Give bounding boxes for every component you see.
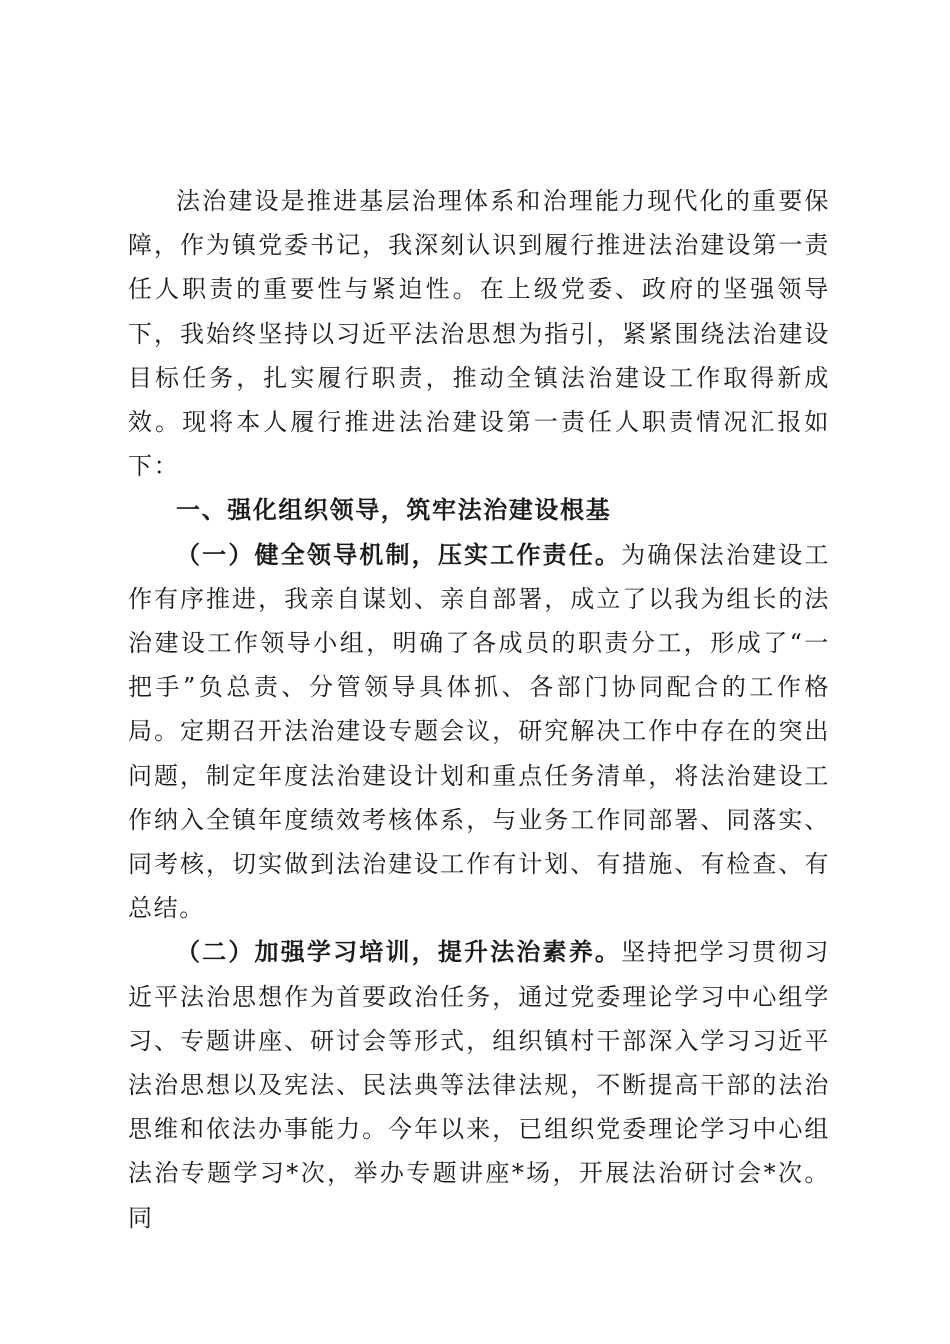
subsection-1-paragraph <box>128 533 830 931</box>
subsection-2-lead: （二）加强学习培训，提升法治素养。 <box>176 937 622 967</box>
subsection-2-paragraph <box>128 930 830 1239</box>
subsection-1-text: 为确保法治建设工作有序推进，我亲自谋划、亲自部署，成立了以我为组长的法治建设工作领导小组，明确了各成员的职责分工，形成了“一把手”负总责、分管领导具体抓、各部门协同配合的工作格局。定期召开法治建设专题会议，研究解决工作中存在的突出问题，制定年度法治建设计划和重点任务清单，将法治建设工作纳入全镇年度绩效考核体系，与业务工作同部署、同落实、同考核，切实做到法治建设工作有计划、有措施、有检查、有总结。 <box>128 540 830 923</box>
intro-paragraph <box>128 179 830 488</box>
subsection-2-text: 坚持把学习贯彻习近平法治思想作为首要政治任务，通过党委理论学习中心组学习、专题讲座、研讨会等形式，组织镇村干部深入学习习近平法治思想以及宪法、民法典等法律法规，不断提高干部的法治思维和依法办事能力。今年以来，已组织党委理论学习中心组法治专题学习*次，举办专题讲座*场，开展法治研讨会*次。同 <box>128 938 830 1232</box>
document-body <box>128 179 830 1240</box>
section-heading-1: 一、强化组织领导，筑牢法治建设根基 <box>176 495 612 525</box>
intro-paragraph-text: 法治建设是推进基层治理体系和治理能力现代化的重要保障，作为镇党委书记，我深刻认识到履行推进法治建设第一责任人职责的重要性与紧迫性。在上级党委、政府的坚强领导下，我始终坚持以习近平法治思想为指引，紧紧围绕法治建设目标任务，扎实履行职责，推动全镇法治建设工作取得新成效。现将本人履行推进法治建设第一责任人职责情况汇报如下： <box>128 187 830 481</box>
subsection-1-lead: （一）健全领导机制，压实工作责任。 <box>176 539 622 569</box>
